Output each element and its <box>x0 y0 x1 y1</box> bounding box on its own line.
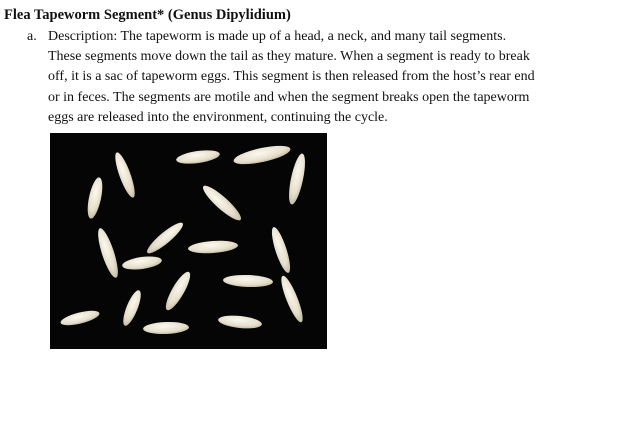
tapeworm-segments-illustration <box>50 133 327 349</box>
description-paragraph <box>48 27 588 128</box>
description-line: off, it is a sac of tapeworm eggs. This segment is then released from the host’s rear end <box>48 69 535 85</box>
description-line: These segments move down the tail as they mature. When a segment is ready to break <box>48 49 530 65</box>
description-line: Description: The tapeworm is made up of a head, a neck, and many tail segments. <box>48 29 507 44</box>
tapeworm-segments-photo <box>50 133 327 349</box>
document-heading: Flea Tapeworm Segment* (Genus Dipylidium) <box>4 7 291 23</box>
description-line: or in feces. The segments are motile and when the segment breaks open the tapeworm <box>48 89 530 105</box>
list-marker: a. <box>27 29 37 44</box>
description-line: eggs are released into the environment, continuing the cycle. <box>48 109 388 125</box>
